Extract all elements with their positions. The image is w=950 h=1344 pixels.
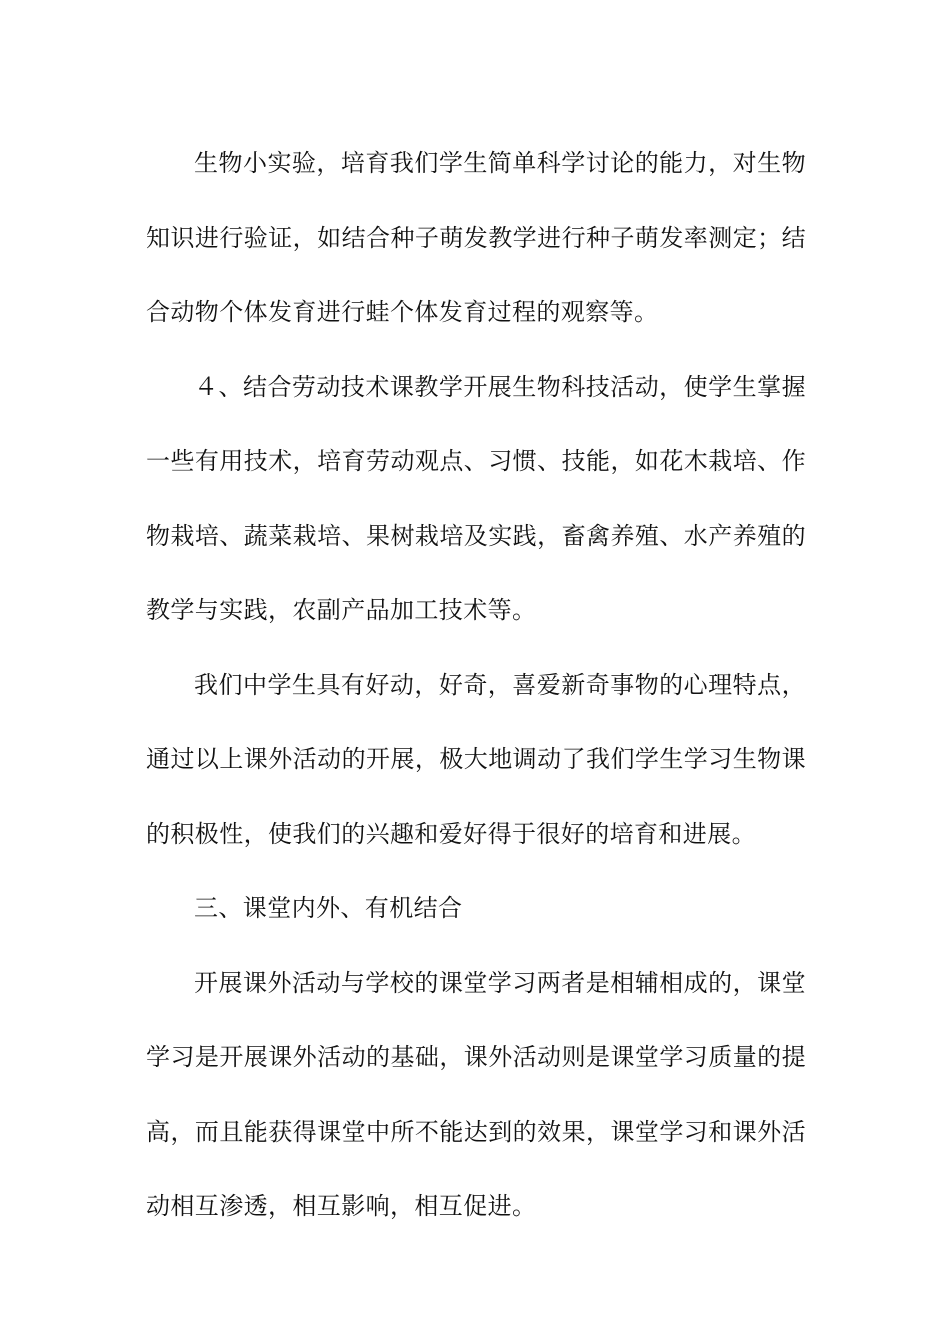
paragraph-item-4: ４、结合劳动技术课教学开展生物科技活动，使学生掌握一些有用技术，培育劳动观点、习惯、技能，如花木栽培、作物栽培、蔬菜栽培、果树栽培及实践，畜禽养殖、水产养殖的教学与实践，农副产品加工技术等。 — [146, 372, 806, 624]
paragraph-classroom-integration: 开展课外活动与学校的课堂学习两者是相辅相成的，课堂学习是开展课外活动的基础，课外活动则是课堂学习质量的提高，而且能获得课堂中所不能达到的效果，课堂学习和课外活动相互渗透，相互影响，相互促进。 — [146, 968, 806, 1220]
document-body — [146, 126, 806, 1244]
paragraph-continuation: 生物小实验，培育我们学生简单科学讨论的能力，对生物知识进行验证，如结合种子萌发教学进行种子萌发率测定；结合动物个体发育进行蛙个体发育过程的观察等。 — [146, 149, 806, 326]
paragraph-student-interest: 我们中学生具有好动，好奇，喜爱新奇事物的心理特点，通过以上课外活动的开展，极大地调动了我们学生学习生物课的积极性，使我们的兴趣和爱好得于很好的培育和进展。 — [146, 670, 806, 848]
section-heading-three: 三、课堂内外、有机结合 — [194, 894, 463, 922]
